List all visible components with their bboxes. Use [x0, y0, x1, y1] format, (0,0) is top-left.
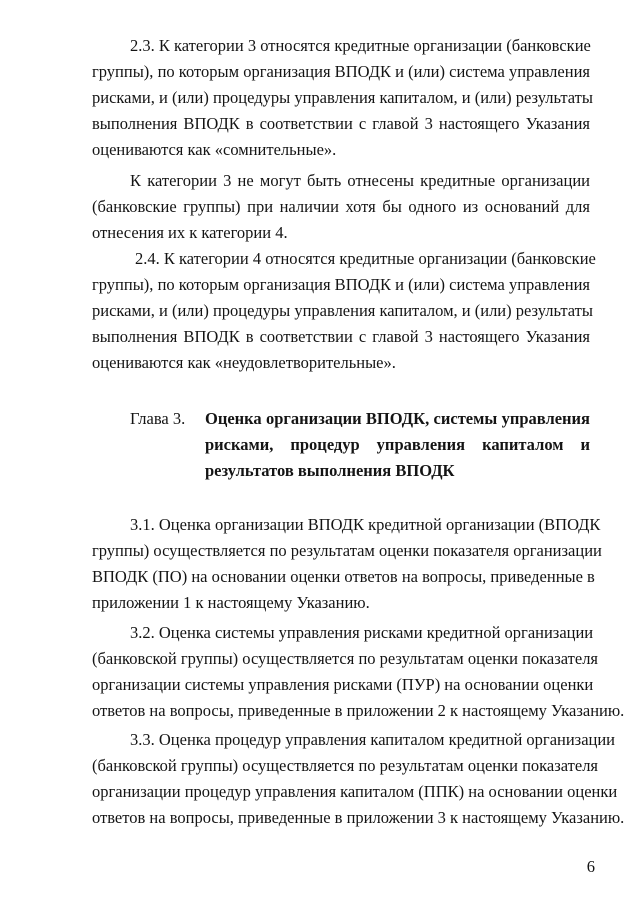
- paragraph-cat3-line: отнесения их к категории 4.: [92, 223, 288, 242]
- chapter-title-line: Оценка организации ВПОДК, системы управления: [205, 409, 590, 428]
- paragraph-3-1-line: приложении 1 к настоящему Указанию.: [92, 593, 370, 612]
- chapter-title-line: рисками, процедур управления капиталом и: [205, 435, 590, 454]
- paragraph-2-3-line: оцениваются как «сомнительные».: [92, 140, 337, 159]
- paragraph-3-2-line: (банковской группы) осуществляется по результатам оценки показателя: [92, 649, 599, 668]
- page-number: 6: [586, 857, 595, 876]
- chapter-title-line: результатов выполнения ВПОДК: [205, 461, 455, 480]
- paragraph-cat3-line: (банковские группы) при наличии хотя бы одного из оснований для: [92, 197, 590, 216]
- paragraph-3-3-line: организации процедур управления капиталом (ППК) на основании оценки: [92, 782, 618, 801]
- paragraph-cat3-line: К категории 3 не могут быть отнесены кредитные организации: [130, 171, 590, 190]
- paragraph-2-3-line: группы), по которым организация ВПОДК и (или) система управления: [92, 62, 590, 81]
- paragraph-2-4-line: рисками, и (или) процедуры управления капиталом, и (или) результаты: [92, 301, 593, 320]
- paragraph-3-1-line: группы) осуществляется по результатам оценки показателя организации: [92, 541, 602, 560]
- paragraph-3-1-line: ВПОДК (ПО) на основании оценки ответов на вопросы, приведенные в: [92, 567, 595, 586]
- paragraph-3-3-line: 3.3. Оценка процедур управления капиталом кредитной организации: [130, 730, 616, 749]
- paragraph-3-2-line: ответов на вопросы, приведенные в приложении 2 к настоящему Указанию.: [92, 701, 625, 720]
- paragraph-2-3-line: 2.3. К категории 3 относятся кредитные организации (банковские: [130, 36, 591, 55]
- chapter-label: Глава 3.: [130, 409, 186, 428]
- paragraph-3-2-line: организации системы управления рисками (ПУР) на основании оценки: [92, 675, 594, 694]
- paragraph-3-3-line: (банковской группы) осуществляется по результатам оценки показателя: [92, 756, 599, 775]
- paragraph-2-4-line: выполнения ВПОДК в соответствии с главой 3 настоящего Указания: [92, 327, 590, 346]
- paragraph-2-4-line: группы), по которым организация ВПОДК и (или) система управления: [92, 275, 590, 294]
- paragraph-3-1-line: 3.1. Оценка организации ВПОДК кредитной организации (ВПОДК: [130, 515, 601, 534]
- paragraph-2-3-line: выполнения ВПОДК в соответствии с главой 3 настоящего Указания: [92, 114, 590, 133]
- paragraph-2-4-line: 2.4. К категории 4 относятся кредитные организации (банковские: [135, 249, 596, 268]
- paragraph-2-3-line: рисками, и (или) процедуры управления капиталом, и (или) результаты: [92, 88, 593, 107]
- paragraph-2-4-line: оцениваются как «неудовлетворительные».: [92, 353, 396, 372]
- paragraph-3-2-line: 3.2. Оценка системы управления рисками кредитной организации: [130, 623, 594, 642]
- paragraph-3-3-line: ответов на вопросы, приведенные в приложении 3 к настоящему Указанию.: [92, 808, 625, 827]
